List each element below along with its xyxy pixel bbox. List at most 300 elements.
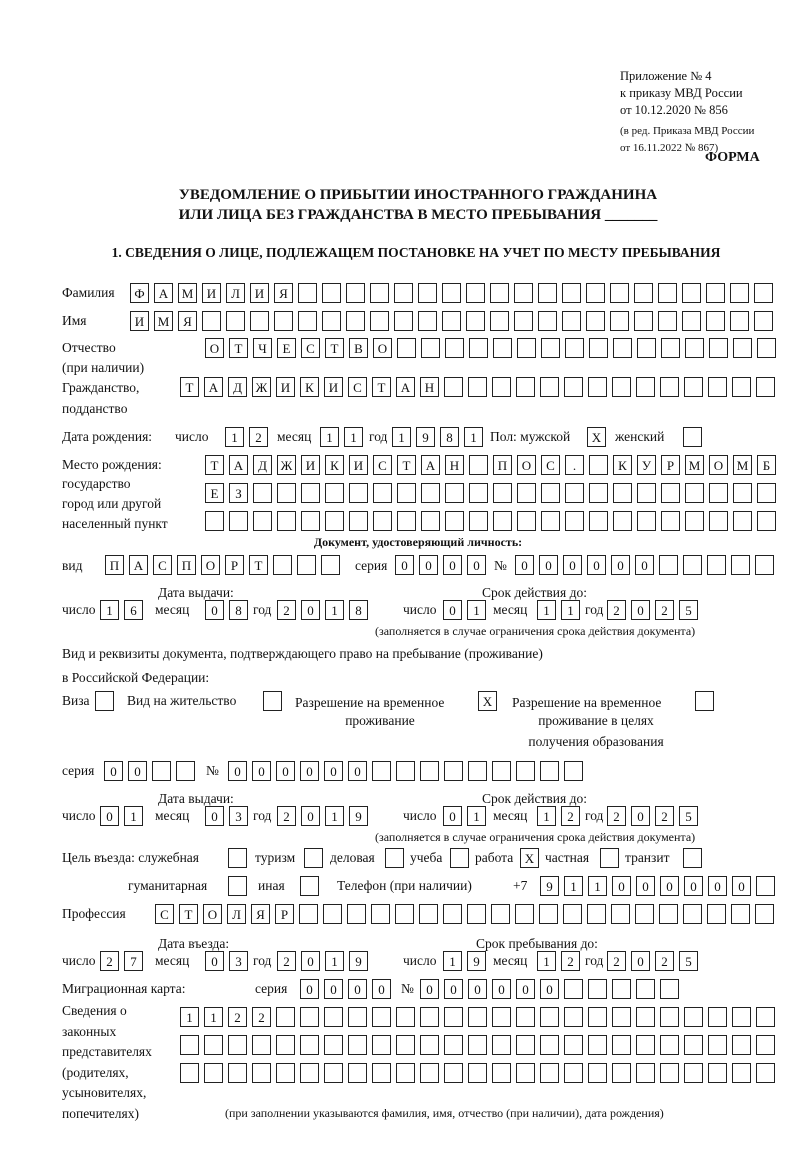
mc-number-cell[interactable] xyxy=(660,979,679,999)
purpose-business-checkbox[interactable] xyxy=(385,848,404,868)
stay-number-cell[interactable] xyxy=(468,761,487,781)
profession-cell[interactable] xyxy=(539,904,558,924)
day-cell[interactable]: 2 xyxy=(100,951,119,971)
birthplace-cell[interactable] xyxy=(565,483,584,503)
surname-cell[interactable] xyxy=(370,283,389,303)
birthplace-cell[interactable]: П xyxy=(493,455,512,475)
birth-day-cell[interactable]: 1 xyxy=(225,427,244,447)
name-cell[interactable] xyxy=(466,311,485,331)
stay-number-cell[interactable]: 0 xyxy=(276,761,295,781)
surname-cell[interactable] xyxy=(514,283,533,303)
birthplace-cell[interactable] xyxy=(733,511,752,531)
birthplace-cell[interactable] xyxy=(685,483,704,503)
name-cell[interactable] xyxy=(442,311,461,331)
reps-cell[interactable] xyxy=(300,1063,319,1083)
year-cell[interactable]: 2 xyxy=(655,806,674,826)
patronymic-cell[interactable] xyxy=(685,338,704,358)
doc-number-cell[interactable] xyxy=(659,555,678,575)
birthplace-cell[interactable] xyxy=(421,483,440,503)
year-cell[interactable]: 2 xyxy=(607,806,626,826)
citizenship-cell[interactable] xyxy=(564,377,583,397)
reps-cell[interactable] xyxy=(444,1007,463,1027)
name-cell[interactable] xyxy=(634,311,653,331)
birth-year-cell[interactable]: 1 xyxy=(392,427,411,447)
birthplace-cell[interactable] xyxy=(661,483,680,503)
profession-cell[interactable] xyxy=(563,904,582,924)
month-cell[interactable]: 1 xyxy=(537,951,556,971)
profession-cell[interactable] xyxy=(707,904,726,924)
doc-kind-cell[interactable]: П xyxy=(105,555,124,575)
reps-cell[interactable] xyxy=(276,1035,295,1055)
profession-cell[interactable]: Т xyxy=(179,904,198,924)
reps-cell[interactable] xyxy=(492,1063,511,1083)
birthplace-cell[interactable] xyxy=(493,483,512,503)
name-cell[interactable] xyxy=(730,311,749,331)
year-cell[interactable]: 2 xyxy=(277,806,296,826)
month-cell[interactable]: 1 xyxy=(537,806,556,826)
purpose-humanitarian-checkbox[interactable] xyxy=(228,876,247,896)
year-cell[interactable]: 0 xyxy=(631,951,650,971)
doc-kind-cell[interactable]: О xyxy=(201,555,220,575)
surname-cell[interactable] xyxy=(442,283,461,303)
birthplace-cell[interactable] xyxy=(205,511,224,531)
profession-cell[interactable]: С xyxy=(155,904,174,924)
birthplace-cell[interactable]: . xyxy=(565,455,584,475)
birthplace-cell[interactable] xyxy=(301,483,320,503)
reps-cell[interactable] xyxy=(348,1063,367,1083)
reps-cell[interactable] xyxy=(636,1063,655,1083)
birth-month-cell[interactable]: 1 xyxy=(344,427,363,447)
doc-kind-cell[interactable]: Р xyxy=(225,555,244,575)
doc-kind-cell[interactable] xyxy=(273,555,292,575)
month-cell[interactable]: 3 xyxy=(229,951,248,971)
day-cell[interactable]: 1 xyxy=(124,806,143,826)
stay-number-cell[interactable] xyxy=(492,761,511,781)
birthplace-cell[interactable] xyxy=(253,511,272,531)
name-cell[interactable] xyxy=(250,311,269,331)
citizenship-cell[interactable] xyxy=(516,377,535,397)
doc-number-cell[interactable]: 0 xyxy=(515,555,534,575)
birthplace-cell[interactable]: Б xyxy=(757,455,776,475)
doc-series-cell[interactable]: 0 xyxy=(419,555,438,575)
surname-cell[interactable] xyxy=(562,283,581,303)
profession-cell[interactable] xyxy=(755,904,774,924)
trp-checkbox[interactable]: X xyxy=(478,691,497,711)
name-cell[interactable] xyxy=(562,311,581,331)
doc-number-cell[interactable]: 0 xyxy=(563,555,582,575)
patronymic-cell[interactable] xyxy=(469,338,488,358)
year-cell[interactable]: 5 xyxy=(679,806,698,826)
citizenship-cell[interactable]: И xyxy=(276,377,295,397)
mc-number-cell[interactable] xyxy=(564,979,583,999)
birthplace-cell[interactable]: Ж xyxy=(277,455,296,475)
profession-cell[interactable] xyxy=(659,904,678,924)
name-cell[interactable] xyxy=(370,311,389,331)
surname-cell[interactable] xyxy=(346,283,365,303)
reps-cell[interactable] xyxy=(540,1035,559,1055)
name-cell[interactable] xyxy=(274,311,293,331)
reps-cell[interactable]: 2 xyxy=(228,1007,247,1027)
profession-cell[interactable] xyxy=(683,904,702,924)
purpose-study-checkbox[interactable] xyxy=(450,848,469,868)
birthplace-cell[interactable] xyxy=(757,511,776,531)
name-cell[interactable] xyxy=(682,311,701,331)
year-cell[interactable]: 2 xyxy=(277,600,296,620)
stay-number-cell[interactable]: 0 xyxy=(252,761,271,781)
phone-cell[interactable]: 9 xyxy=(540,876,559,896)
surname-cell[interactable] xyxy=(682,283,701,303)
mc-number-cell[interactable]: 0 xyxy=(492,979,511,999)
doc-kind-cell[interactable]: Т xyxy=(249,555,268,575)
birthplace-cell[interactable] xyxy=(613,483,632,503)
profession-cell[interactable] xyxy=(419,904,438,924)
surname-cell[interactable] xyxy=(610,283,629,303)
reps-cell[interactable] xyxy=(708,1035,727,1055)
name-cell[interactable] xyxy=(418,311,437,331)
year-cell[interactable]: 5 xyxy=(679,951,698,971)
citizenship-cell[interactable] xyxy=(612,377,631,397)
birthplace-cell[interactable] xyxy=(445,483,464,503)
reps-cell[interactable] xyxy=(204,1063,223,1083)
stay-number-cell[interactable]: 0 xyxy=(324,761,343,781)
year-cell[interactable]: 1 xyxy=(325,806,344,826)
reps-cell[interactable] xyxy=(516,1063,535,1083)
reps-cell[interactable] xyxy=(540,1007,559,1027)
mc-number-cell[interactable] xyxy=(636,979,655,999)
reps-cell[interactable] xyxy=(420,1007,439,1027)
reps-cell[interactable] xyxy=(324,1035,343,1055)
stay-number-cell[interactable] xyxy=(372,761,391,781)
visa-checkbox[interactable] xyxy=(95,691,114,711)
birthplace-cell[interactable] xyxy=(757,483,776,503)
surname-cell[interactable]: И xyxy=(202,283,221,303)
phone-cell[interactable]: 0 xyxy=(732,876,751,896)
year-cell[interactable]: 2 xyxy=(607,951,626,971)
year-cell[interactable]: 2 xyxy=(655,951,674,971)
birth-day-cell[interactable]: 2 xyxy=(249,427,268,447)
purpose-service-checkbox[interactable] xyxy=(228,848,247,868)
reps-cell[interactable] xyxy=(324,1007,343,1027)
birthplace-cell[interactable]: З xyxy=(229,483,248,503)
reps-cell[interactable] xyxy=(660,1063,679,1083)
surname-cell[interactable]: Л xyxy=(226,283,245,303)
birthplace-cell[interactable]: М xyxy=(733,455,752,475)
doc-kind-cell[interactable] xyxy=(297,555,316,575)
birthplace-cell[interactable] xyxy=(397,511,416,531)
stay-number-cell[interactable] xyxy=(420,761,439,781)
name-cell[interactable]: Я xyxy=(178,311,197,331)
surname-cell[interactable] xyxy=(586,283,605,303)
stay-number-cell[interactable] xyxy=(444,761,463,781)
surname-cell[interactable]: И xyxy=(250,283,269,303)
stay-series-cell[interactable]: 0 xyxy=(104,761,123,781)
mc-series-cell[interactable]: 0 xyxy=(300,979,319,999)
patronymic-cell[interactable]: Е xyxy=(277,338,296,358)
reps-cell[interactable] xyxy=(324,1063,343,1083)
profession-cell[interactable]: Л xyxy=(227,904,246,924)
mc-series-cell[interactable]: 0 xyxy=(348,979,367,999)
birthplace-cell[interactable]: О xyxy=(709,455,728,475)
birthplace-cell[interactable] xyxy=(589,483,608,503)
patronymic-cell[interactable]: Ч xyxy=(253,338,272,358)
reps-cell[interactable] xyxy=(756,1007,775,1027)
reps-cell[interactable] xyxy=(228,1035,247,1055)
birthplace-cell[interactable] xyxy=(301,511,320,531)
birthplace-cell[interactable]: Е xyxy=(205,483,224,503)
citizenship-cell[interactable]: К xyxy=(300,377,319,397)
citizenship-cell[interactable] xyxy=(492,377,511,397)
citizenship-cell[interactable]: А xyxy=(204,377,223,397)
birthplace-cell[interactable] xyxy=(421,511,440,531)
reps-cell[interactable] xyxy=(348,1035,367,1055)
year-cell[interactable]: 0 xyxy=(301,951,320,971)
month-cell[interactable]: 2 xyxy=(561,806,580,826)
patronymic-cell[interactable] xyxy=(709,338,728,358)
month-cell[interactable]: 1 xyxy=(561,600,580,620)
year-cell[interactable]: 2 xyxy=(655,600,674,620)
citizenship-cell[interactable] xyxy=(732,377,751,397)
reps-cell[interactable] xyxy=(348,1007,367,1027)
patronymic-cell[interactable]: Т xyxy=(229,338,248,358)
birthplace-cell[interactable] xyxy=(565,511,584,531)
purpose-other-checkbox[interactable] xyxy=(300,876,319,896)
reps-cell[interactable] xyxy=(684,1007,703,1027)
patronymic-cell[interactable] xyxy=(565,338,584,358)
year-cell[interactable]: 8 xyxy=(349,600,368,620)
doc-number-cell[interactable] xyxy=(707,555,726,575)
stay-number-cell[interactable] xyxy=(540,761,559,781)
birthplace-cell[interactable]: Р xyxy=(661,455,680,475)
patronymic-cell[interactable] xyxy=(517,338,536,358)
reps-cell[interactable] xyxy=(372,1035,391,1055)
reps-cell[interactable]: 1 xyxy=(180,1007,199,1027)
mc-number-cell[interactable]: 0 xyxy=(516,979,535,999)
patronymic-cell[interactable] xyxy=(541,338,560,358)
reps-cell[interactable] xyxy=(492,1035,511,1055)
reps-cell[interactable] xyxy=(204,1035,223,1055)
doc-kind-cell[interactable]: П xyxy=(177,555,196,575)
surname-cell[interactable] xyxy=(754,283,773,303)
month-cell[interactable]: 0 xyxy=(205,951,224,971)
doc-number-cell[interactable]: 0 xyxy=(539,555,558,575)
reps-cell[interactable] xyxy=(588,1035,607,1055)
reps-cell[interactable] xyxy=(372,1063,391,1083)
citizenship-cell[interactable] xyxy=(540,377,559,397)
name-cell[interactable] xyxy=(514,311,533,331)
surname-cell[interactable] xyxy=(730,283,749,303)
mc-number-cell[interactable]: 0 xyxy=(468,979,487,999)
birthplace-cell[interactable] xyxy=(277,483,296,503)
year-cell[interactable]: 0 xyxy=(301,806,320,826)
reps-cell[interactable] xyxy=(420,1035,439,1055)
mc-number-cell[interactable]: 0 xyxy=(540,979,559,999)
birthplace-cell[interactable] xyxy=(349,511,368,531)
day-cell[interactable]: 1 xyxy=(443,951,462,971)
birthplace-cell[interactable] xyxy=(253,483,272,503)
birthplace-cell[interactable] xyxy=(325,483,344,503)
patronymic-cell[interactable]: О xyxy=(373,338,392,358)
patronymic-cell[interactable] xyxy=(613,338,632,358)
name-cell[interactable] xyxy=(706,311,725,331)
birthplace-cell[interactable] xyxy=(709,511,728,531)
surname-cell[interactable] xyxy=(658,283,677,303)
name-cell[interactable] xyxy=(346,311,365,331)
reps-cell[interactable]: 2 xyxy=(252,1007,271,1027)
surname-cell[interactable] xyxy=(322,283,341,303)
year-cell[interactable]: 1 xyxy=(325,951,344,971)
year-cell[interactable]: 0 xyxy=(631,806,650,826)
stay-series-cell[interactable] xyxy=(152,761,171,781)
reps-cell[interactable] xyxy=(516,1007,535,1027)
birthplace-cell[interactable] xyxy=(397,483,416,503)
citizenship-cell[interactable] xyxy=(588,377,607,397)
surname-cell[interactable] xyxy=(538,283,557,303)
birthplace-cell[interactable] xyxy=(445,511,464,531)
citizenship-cell[interactable] xyxy=(468,377,487,397)
citizenship-cell[interactable] xyxy=(660,377,679,397)
patronymic-cell[interactable] xyxy=(661,338,680,358)
reps-cell[interactable] xyxy=(276,1007,295,1027)
reps-cell[interactable] xyxy=(468,1035,487,1055)
citizenship-cell[interactable]: Н xyxy=(420,377,439,397)
reps-cell[interactable] xyxy=(492,1007,511,1027)
birthplace-cell[interactable]: Т xyxy=(397,455,416,475)
reps-cell[interactable] xyxy=(420,1063,439,1083)
reps-cell[interactable] xyxy=(708,1007,727,1027)
day-cell[interactable]: 7 xyxy=(124,951,143,971)
birthplace-cell[interactable] xyxy=(637,483,656,503)
sex-male-checkbox[interactable]: X xyxy=(587,427,606,447)
birthplace-cell[interactable]: А xyxy=(421,455,440,475)
profession-cell[interactable] xyxy=(467,904,486,924)
profession-cell[interactable] xyxy=(347,904,366,924)
surname-cell[interactable] xyxy=(394,283,413,303)
year-cell[interactable]: 5 xyxy=(679,600,698,620)
surname-cell[interactable] xyxy=(418,283,437,303)
phone-cell[interactable]: 1 xyxy=(564,876,583,896)
day-cell[interactable]: 6 xyxy=(124,600,143,620)
reps-cell[interactable] xyxy=(252,1063,271,1083)
reps-cell[interactable] xyxy=(300,1007,319,1027)
doc-series-cell[interactable]: 0 xyxy=(443,555,462,575)
birthplace-cell[interactable] xyxy=(709,483,728,503)
stay-number-cell[interactable] xyxy=(396,761,415,781)
year-cell[interactable]: 2 xyxy=(607,600,626,620)
year-cell[interactable]: 0 xyxy=(301,600,320,620)
doc-series-cell[interactable]: 0 xyxy=(467,555,486,575)
reps-cell[interactable] xyxy=(732,1063,751,1083)
profession-cell[interactable] xyxy=(299,904,318,924)
surname-cell[interactable] xyxy=(298,283,317,303)
birthplace-cell[interactable]: К xyxy=(325,455,344,475)
reps-cell[interactable] xyxy=(660,1007,679,1027)
reps-cell[interactable] xyxy=(540,1063,559,1083)
reps-cell[interactable] xyxy=(708,1063,727,1083)
month-cell[interactable]: 2 xyxy=(561,951,580,971)
surname-cell[interactable] xyxy=(634,283,653,303)
birthplace-cell[interactable] xyxy=(589,455,608,475)
patronymic-cell[interactable] xyxy=(421,338,440,358)
patronymic-cell[interactable] xyxy=(733,338,752,358)
purpose-private-checkbox[interactable] xyxy=(600,848,619,868)
citizenship-cell[interactable]: Д xyxy=(228,377,247,397)
name-cell[interactable] xyxy=(394,311,413,331)
birthplace-cell[interactable] xyxy=(325,511,344,531)
patronymic-cell[interactable]: С xyxy=(301,338,320,358)
phone-cell[interactable]: 1 xyxy=(588,876,607,896)
profession-cell[interactable] xyxy=(611,904,630,924)
surname-cell[interactable] xyxy=(466,283,485,303)
birthplace-cell[interactable] xyxy=(541,511,560,531)
patronymic-cell[interactable] xyxy=(757,338,776,358)
surname-cell[interactable]: Ф xyxy=(130,283,149,303)
stay-number-cell[interactable] xyxy=(564,761,583,781)
citizenship-cell[interactable] xyxy=(444,377,463,397)
birthplace-cell[interactable]: Т xyxy=(205,455,224,475)
patronymic-cell[interactable] xyxy=(397,338,416,358)
month-cell[interactable]: 0 xyxy=(205,600,224,620)
reps-cell[interactable] xyxy=(684,1063,703,1083)
birthplace-cell[interactable] xyxy=(277,511,296,531)
reps-cell[interactable] xyxy=(612,1035,631,1055)
reps-cell[interactable] xyxy=(180,1063,199,1083)
residence-checkbox[interactable] xyxy=(263,691,282,711)
profession-cell[interactable]: Я xyxy=(251,904,270,924)
mc-number-cell[interactable] xyxy=(588,979,607,999)
day-cell[interactable]: 0 xyxy=(443,600,462,620)
profession-cell[interactable] xyxy=(515,904,534,924)
profession-cell[interactable] xyxy=(491,904,510,924)
citizenship-cell[interactable]: Т xyxy=(180,377,199,397)
profession-cell[interactable]: О xyxy=(203,904,222,924)
sex-female-checkbox[interactable] xyxy=(683,427,702,447)
birthplace-cell[interactable]: Д xyxy=(253,455,272,475)
profession-cell[interactable] xyxy=(371,904,390,924)
name-cell[interactable] xyxy=(754,311,773,331)
patronymic-cell[interactable]: Т xyxy=(325,338,344,358)
doc-number-cell[interactable] xyxy=(683,555,702,575)
birthplace-cell[interactable]: К xyxy=(613,455,632,475)
patronymic-cell[interactable]: В xyxy=(349,338,368,358)
name-cell[interactable]: И xyxy=(130,311,149,331)
birthplace-cell[interactable] xyxy=(349,483,368,503)
reps-cell[interactable] xyxy=(564,1007,583,1027)
doc-series-cell[interactable]: 0 xyxy=(395,555,414,575)
day-cell[interactable]: 1 xyxy=(467,600,486,620)
birthplace-cell[interactable] xyxy=(685,511,704,531)
birthplace-cell[interactable] xyxy=(613,511,632,531)
reps-cell[interactable] xyxy=(372,1007,391,1027)
purpose-tourism-checkbox[interactable] xyxy=(304,848,323,868)
name-cell[interactable] xyxy=(586,311,605,331)
stay-number-cell[interactable]: 0 xyxy=(348,761,367,781)
citizenship-cell[interactable]: И xyxy=(324,377,343,397)
citizenship-cell[interactable]: Ж xyxy=(252,377,271,397)
mc-number-cell[interactable]: 0 xyxy=(444,979,463,999)
month-cell[interactable]: 0 xyxy=(205,806,224,826)
birth-year-cell[interactable]: 8 xyxy=(440,427,459,447)
doc-number-cell[interactable]: 0 xyxy=(611,555,630,575)
citizenship-cell[interactable] xyxy=(684,377,703,397)
phone-cell[interactable] xyxy=(756,876,775,896)
name-cell[interactable]: М xyxy=(154,311,173,331)
day-cell[interactable]: 1 xyxy=(467,806,486,826)
birth-year-cell[interactable]: 9 xyxy=(416,427,435,447)
day-cell[interactable]: 0 xyxy=(100,806,119,826)
birthplace-cell[interactable]: С xyxy=(541,455,560,475)
profession-cell[interactable] xyxy=(587,904,606,924)
reps-cell[interactable] xyxy=(276,1063,295,1083)
